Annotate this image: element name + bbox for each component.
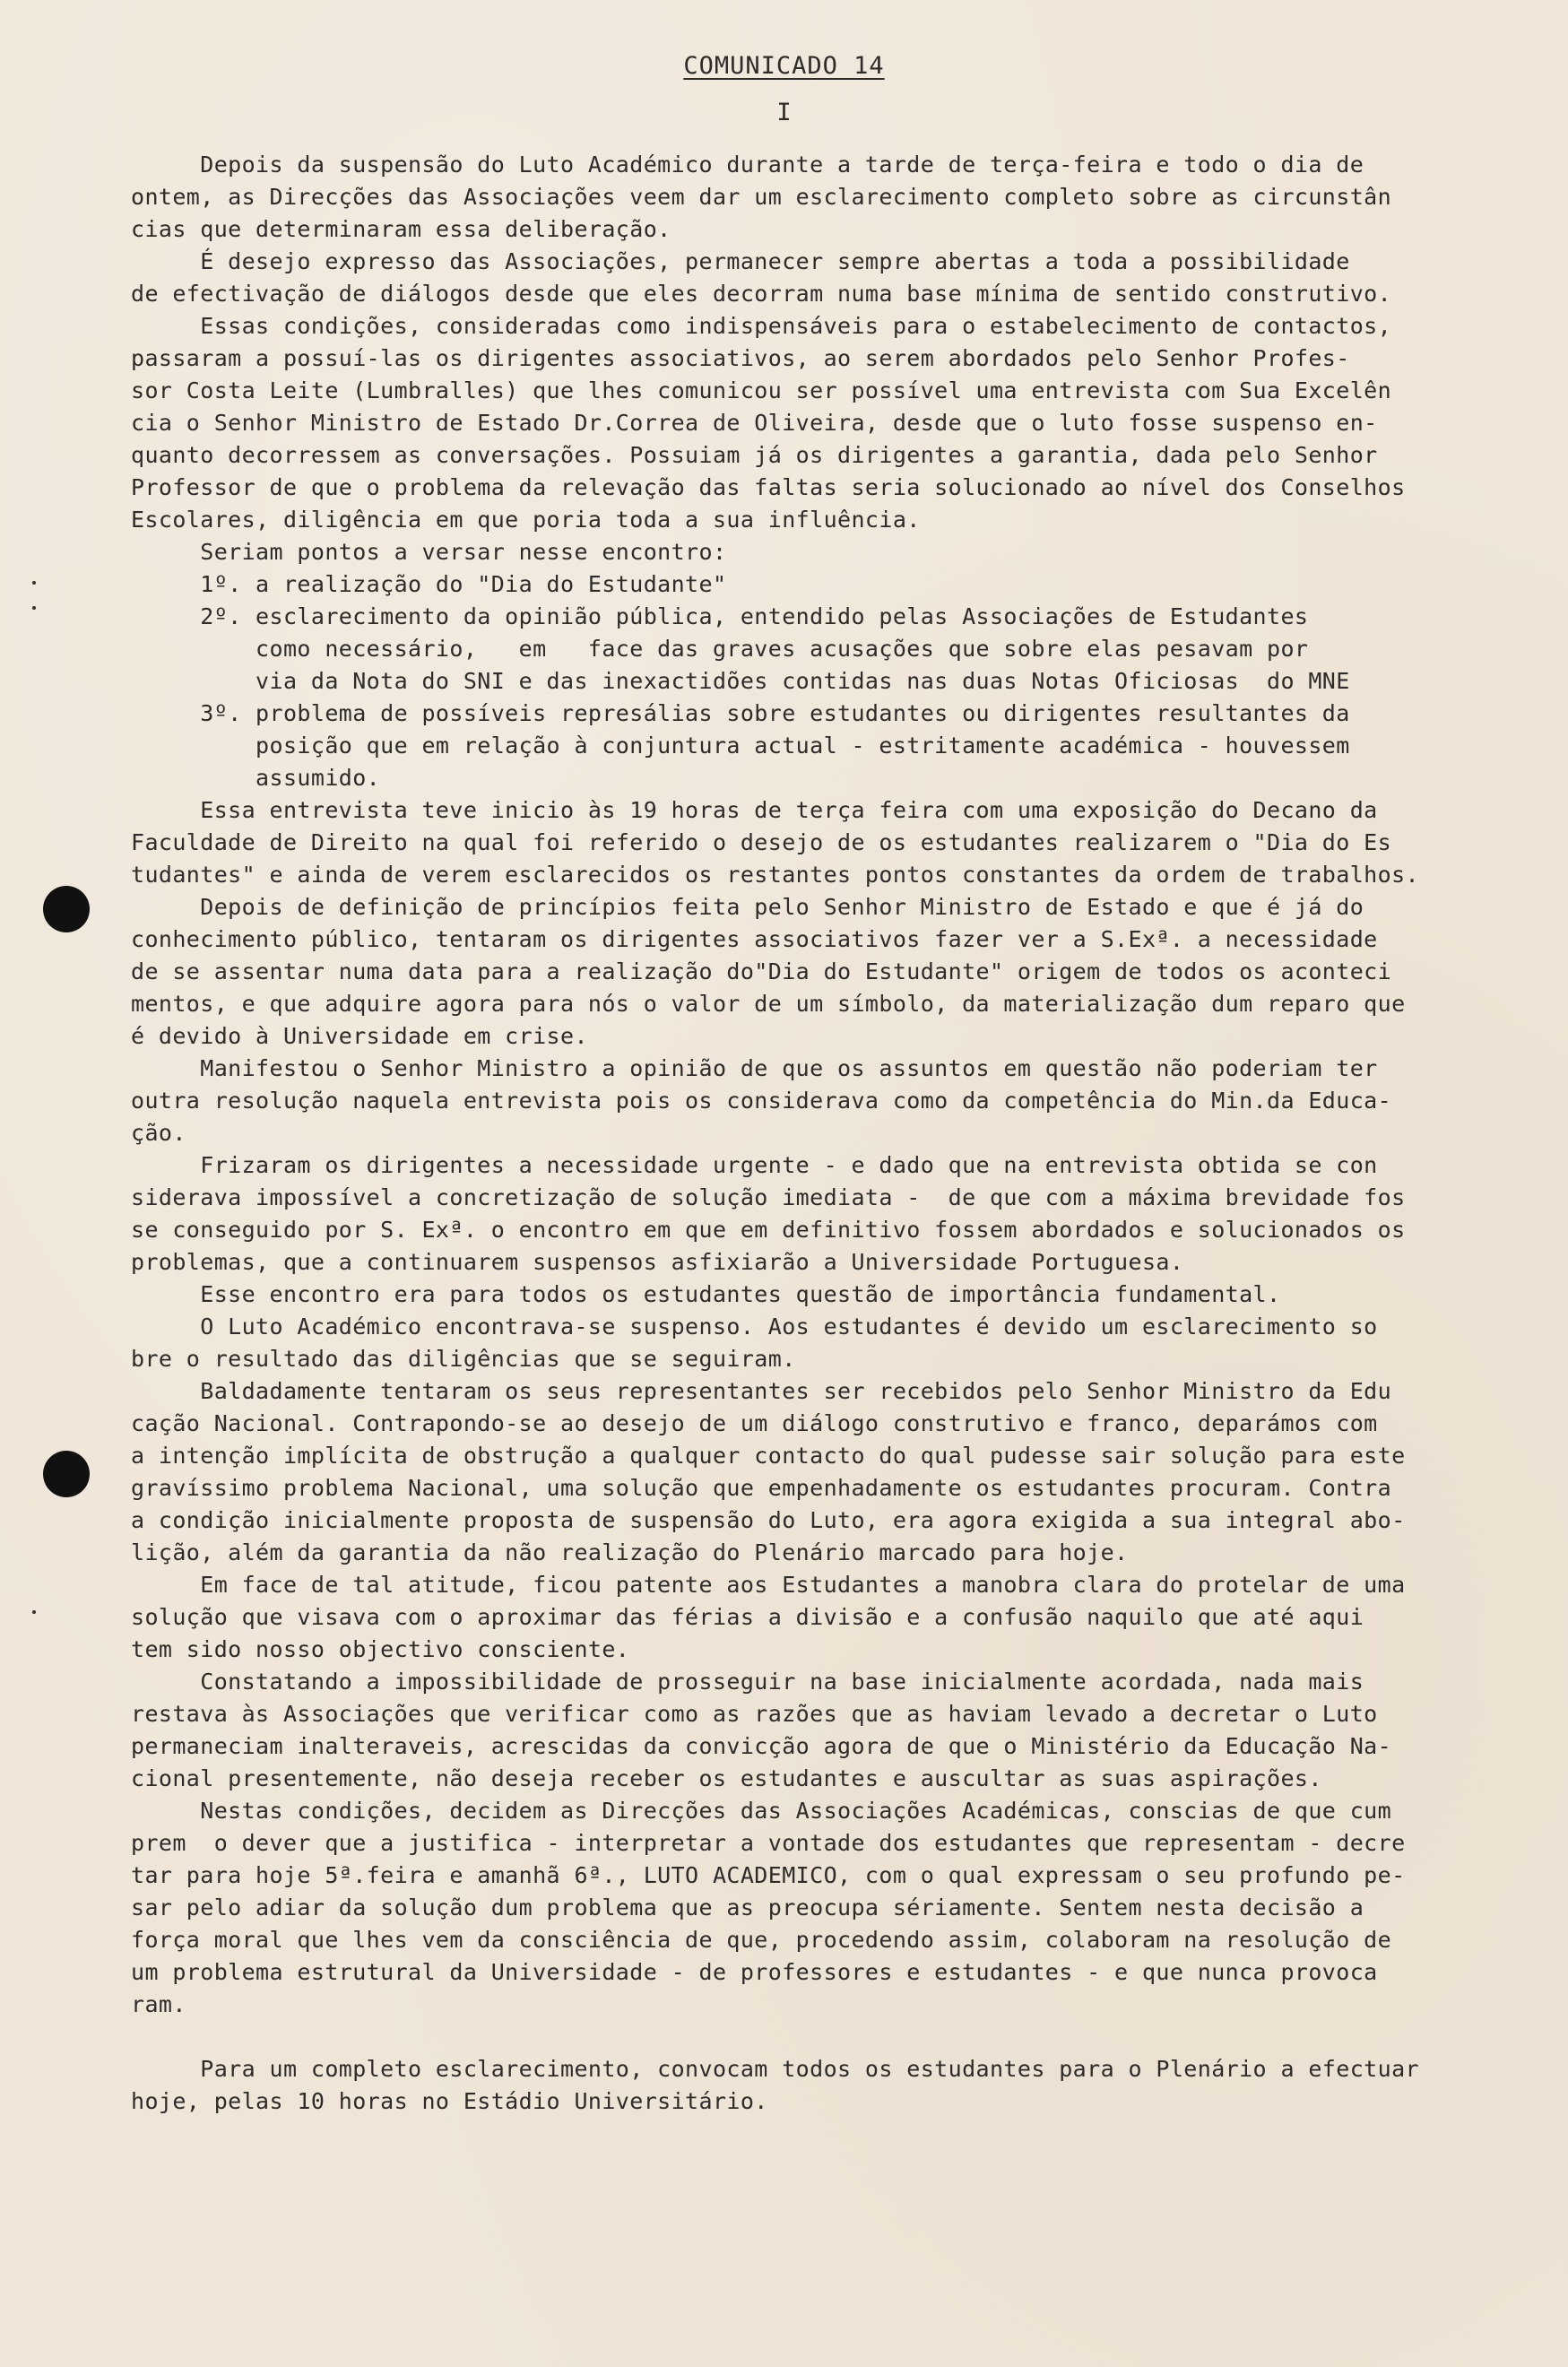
margin-mark — [32, 606, 36, 610]
text-line: bre o resultado das diligências que se seguiram. — [131, 1346, 796, 1372]
text-line: prem o dever que a justifica - interpretar a vontade dos estudantes que representam - decre — [131, 1830, 1406, 1856]
text-line: conhecimento público, tentaram os dirigentes associativos fazer ver a S.Exª. a necessidade — [131, 926, 1378, 952]
text-line: se conseguido por S. Exª. o encontro em que em definitivo fossem abordados e solucionados os — [131, 1217, 1406, 1243]
text-line: ontem, as Direcções das Associações veem dar um esclarecimento completo sobre as circunstân — [131, 184, 1392, 210]
text-line: é devido à Universidade em crise. — [131, 1023, 588, 1049]
text-line: Manifestou o Senhor Ministro a opinião de que os assuntos em questão não poderiam ter — [131, 1055, 1378, 1081]
closing-line: Para um completo esclarecimento, convocam todos os estudantes para o Plenário a efectuar — [131, 2056, 1419, 2082]
text-line: Esse encontro era para todos os estudantes questão de importância fundamental. — [131, 1281, 1281, 1307]
text-line: solução que visava com o aproximar das férias a divisão e a confusão naquilo que até aqui — [131, 1604, 1364, 1630]
paragraph-gap — [131, 2021, 1520, 2053]
text-line: permaneciam inalteraveis, acrescidas da convicção agora de que o Ministério da Educação Na- — [131, 1733, 1392, 1759]
text-line: Frizaram os dirigentes a necessidade urgente - e dado que na entrevista obtida se con — [131, 1152, 1378, 1178]
section-number: I — [776, 99, 792, 126]
text-line: passaram a possuí-las os dirigentes associativos, ao serem abordados pelo Senhor Profes- — [131, 345, 1350, 371]
document-body — [131, 149, 1520, 2118]
text-line: a intenção implícita de obstrução a qualquer contacto do qual pudesse sair solução para este — [131, 1443, 1406, 1469]
text-line: sar pelo adiar da solução dum problema que as preocupa sériamente. Sentem nesta decisão a — [131, 1894, 1364, 1920]
text-line: cias que determinaram essa deliberação. — [131, 216, 671, 242]
list-item: 3º. problema de possíveis represálias sobre estudantes ou dirigentes resultantes da — [131, 700, 1350, 726]
text-line: de efectivação de diálogos desde que eles decorram numa base mínima de sentido construtivo. — [131, 281, 1392, 307]
text-line: cação Nacional. Contrapondo-se ao desejo de um diálogo construtivo e franco, deparámos com — [131, 1410, 1378, 1436]
text-line: sor Costa Leite (Lumbralles) que lhes comunicou ser possível uma entrevista com Sua Excelên — [131, 377, 1392, 403]
text-line: mentos, e que adquire agora para nós o valor de um símbolo, da materialização dum reparo que — [131, 991, 1406, 1017]
text-line: restava às Associações que verificar como as razões que as haviam levado a decretar o Luto — [131, 1701, 1378, 1727]
margin-mark — [32, 581, 36, 585]
punch-hole — [43, 886, 90, 932]
text-line: de se assentar numa data para a realização do"Dia do Estudante" origem de todos os aconteci — [131, 958, 1392, 984]
text-line: É desejo expresso das Associações, permanecer sempre abertas a toda a possibilidade — [131, 248, 1350, 274]
text-line: tem sido nosso objectivo consciente. — [131, 1636, 630, 1662]
document-title: COMUNICADO 14 — [683, 52, 885, 80]
text-line: ram. — [131, 1991, 186, 2017]
text-line: ção. — [131, 1120, 186, 1146]
text-line: lição, além da garantia da não realização do Plenário marcado para hoje. — [131, 1539, 1129, 1565]
text-line: força moral que lhes vem da consciência de que, procedendo assim, colaboram na resolução de — [131, 1927, 1392, 1953]
text-line: Professor de que o problema da relevação das faltas seria solucionado ao nível dos Conselhos — [131, 474, 1406, 500]
list-item: 1º. a realização do "Dia do Estudante" — [131, 571, 727, 597]
text-line: siderava impossível a concretização de solução imediata - de que com a máxima brevidade fos — [131, 1184, 1406, 1210]
text-line: Faculdade de Direito na qual foi referido o desejo de os estudantes realizarem o "Dia do Es — [131, 829, 1392, 855]
punch-hole — [43, 1451, 90, 1497]
text-line: Essa entrevista teve inicio às 19 horas de terça feira com uma exposição do Decano da — [131, 797, 1378, 823]
text-line: Depois da suspensão do Luto Académico durante a tarde de terça-feira e todo o dia de — [131, 152, 1364, 178]
list-item: 2º. esclarecimento da opinião pública, entendido pelas Associações de Estudantes — [131, 603, 1309, 629]
text-line: Essas condições, consideradas como indispensáveis para o estabelecimento de contactos, — [131, 313, 1392, 339]
list-item: assumido. — [131, 765, 381, 791]
text-line: cional presentemente, não deseja receber os estudantes e auscultar as suas aspirações. — [131, 1765, 1322, 1791]
text-line: a condição inicialmente proposta de suspensão do Luto, era agora exigida a sua integral abo- — [131, 1507, 1406, 1533]
text-line: gravíssimo problema Nacional, uma solução que empenhadamente os estudantes procuram. Contra — [131, 1475, 1392, 1501]
text-line: cia o Senhor Ministro de Estado Dr.Correa de Oliveira, desde que o luto fosse suspenso en- — [131, 410, 1378, 436]
text-line: Nestas condições, decidem as Direcções das Associações Académicas, conscias de que cum — [131, 1798, 1392, 1824]
margin-mark — [32, 1610, 36, 1614]
text-line: tar para hoje 5ª.feira e amanhã 6ª., LUTO ACADEMICO, com o qual expressam o seu profundo pe- — [131, 1862, 1406, 1888]
list-item: posição que em relação à conjuntura actual - estritamente académica - houvessem — [131, 733, 1350, 759]
list-item: como necessário, em face das graves acusações que sobre elas pesavam por — [131, 636, 1309, 662]
text-line: O Luto Académico encontrava-se suspenso. Aos estudantes é devido um esclarecimento so — [131, 1314, 1378, 1340]
text-line: Escolares, diligência em que poria toda a sua influência. — [131, 507, 921, 533]
text-line: Baldadamente tentaram os seus representantes ser recebidos pelo Senhor Ministro da Edu — [131, 1378, 1392, 1404]
text-line: Depois de definição de princípios feita pelo Senhor Ministro de Estado e que é já do — [131, 894, 1364, 920]
text-line: tudantes" e ainda de verem esclarecidos os restantes pontos constantes da ordem de trabalhos. — [131, 862, 1419, 888]
text-line: problemas, que a continuarem suspensos asfixiarão a Universidade Portuguesa. — [131, 1249, 1184, 1275]
text-line: quanto decorressem as conversações. Possuiam já os dirigentes a garantia, dada pelo Senhor — [131, 442, 1378, 468]
text-line: outra resolução naquela entrevista pois os considerava como da competência do Min.da Educa- — [131, 1088, 1392, 1114]
text-line: Em face de tal atitude, ficou patente aos Estudantes a manobra clara do protelar de uma — [131, 1572, 1406, 1598]
text-line: Seriam pontos a versar nesse encontro: — [131, 539, 727, 565]
list-item: via da Nota do SNI e das inexactidões contidas nas duas Notas Oficiosas do MNE — [131, 668, 1350, 694]
closing-line: hoje, pelas 10 horas no Estádio Universitário. — [131, 2088, 768, 2114]
text-line: um problema estrutural da Universidade - de professores e estudantes - e que nunca provoca — [131, 1959, 1378, 1985]
text-line: Constatando a impossibilidade de prosseguir na base inicialmente acordada, nada mais — [131, 1669, 1364, 1695]
